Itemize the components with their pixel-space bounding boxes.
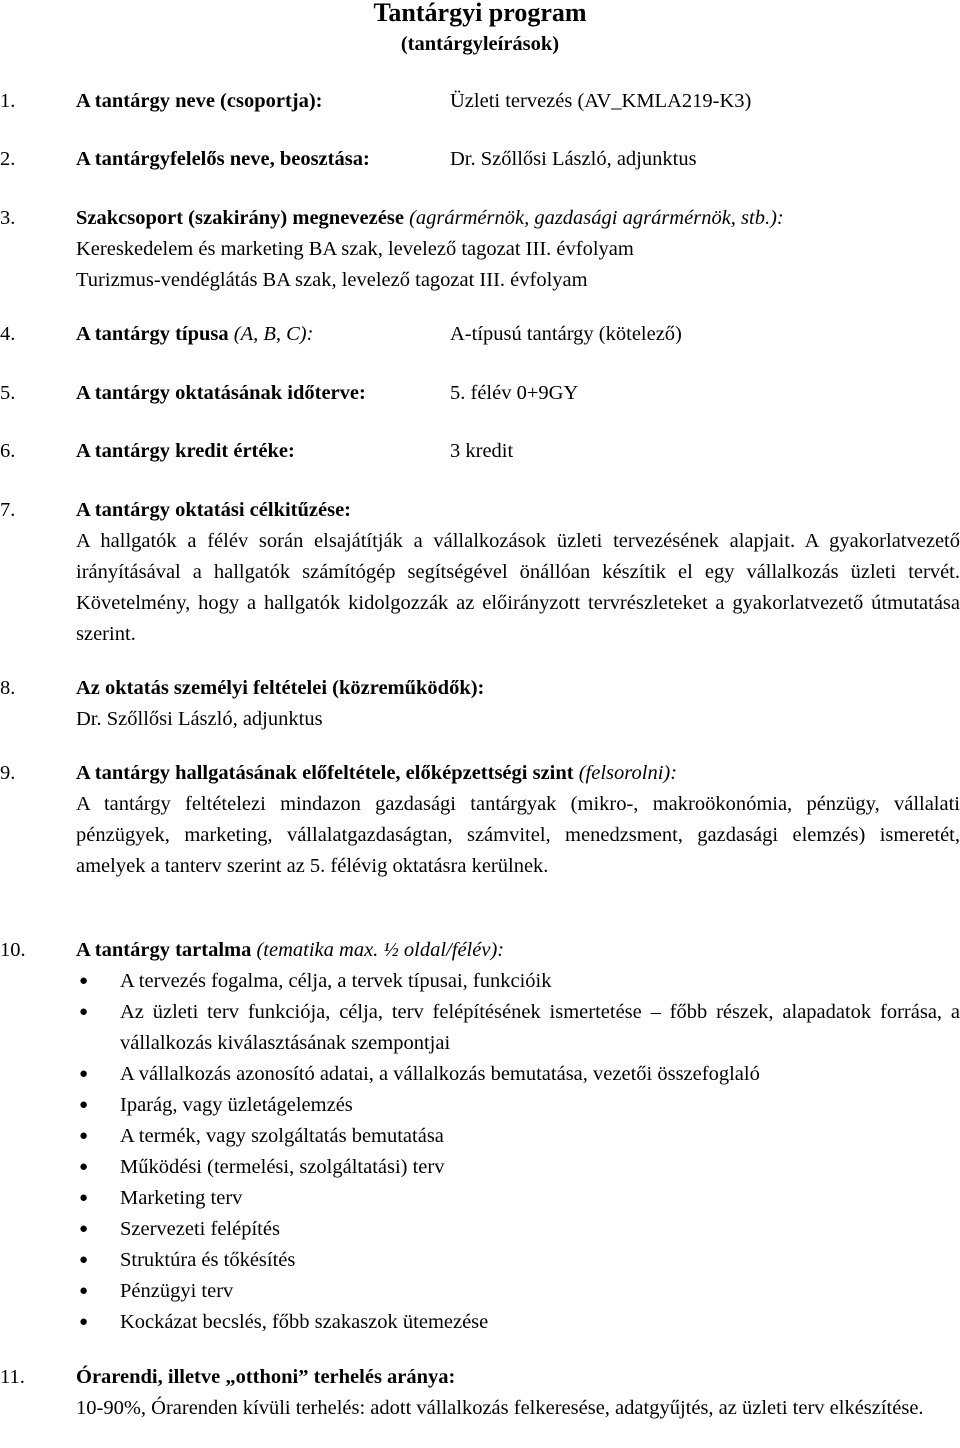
section-number: 7. [0,499,16,521]
prerequisite-text: A tantárgy feltételezi mindazon gazdasági tantárgyak (mikro-, makroökonómia, pénzügy, vállalati pénzügyek, marketing, vállalatgazdaságtan, számvitel, menedzsment, gazdasági elemzés) ismeretét, amelyek a tanterv szerint az 5. félévig oktatásra kerülnek. [76,793,960,877]
section-number: 10. [0,939,26,961]
staff-label: Az oktatás személyi feltételei (közreműködők): [76,677,485,699]
list-item: ● Kockázat becslés, főbb szakaszok ütemezése [76,1307,960,1338]
specialization-line: Turizmus-vendéglátás BA szak, levelező tagozat III. évfolyam [76,269,588,291]
list-item: ● Struktúra és tőkésítés [76,1245,960,1276]
credit-value: 3 kredit [450,440,514,462]
section-number: 8. [0,677,16,699]
course-type-label: A tantárgy típusa [76,323,229,345]
responsible-value: Dr. Szőllősi László, adjunktus [450,148,697,170]
document-subtitle: (tantárgyleírások) [400,33,560,55]
specialization-line: Kereskedelem és marketing BA szak, levelező tagozat III. évfolyam [76,238,634,260]
specialization-hint: (agrármérnök, gazdasági agrármérnök, stb.): [409,207,784,229]
document-title: Tantárgyi program [373,0,587,27]
section-2 [0,144,960,175]
objective-label: A tantárgy oktatási célkitűzése: [76,499,351,521]
course-type-value: A-típusú tantárgy (kötelező) [450,323,682,345]
objective-text: A hallgatók a félév során elsajátítják a vállalkozások üzleti tervezésének alapjait. A gyakorlatvezető irányításával a hallgatók számítógép segítségével önállóan készítik el egy vállalkozás üzleti tervét. Követelmény, hogy a hallgatók kidolgozzák az előirányzott tervrészleteket a gyakorlatvezető útmutatása szerint. [76,530,960,645]
section-9 [0,758,960,882]
list-item: ● A termék, vagy szolgáltatás bemutatása [76,1121,960,1152]
section-number: 6. [0,440,16,462]
section-number: 3. [0,207,16,229]
workload-text: 10-90%, Órarenden kívüli terhelés: adott vállalkozás felkeresése, adatgyűjtés, az üzleti terv elkészítése. [76,1397,924,1419]
list-item: ● Marketing terv [76,1183,960,1214]
specialization-label: Szakcsoport (szakirány) megnevezése [76,207,404,229]
list-item: ● A tervezés fogalma, célja, a tervek típusai, funkcióik [76,966,960,997]
content-hint: (tematika max. ½ oldal/félév): [256,939,505,961]
list-item: ● A vállalkozás azonosító adatai, a vállalkozás bemutatása, vezetői összefoglaló [76,1059,960,1090]
course-name-value: Üzleti tervezés (AV_KMLA219-K3) [450,90,752,112]
section-number: 5. [0,382,16,404]
list-item: ● Szervezeti felépítés [76,1214,960,1245]
workload-label: Órarendi, illetve „otthoni” terhelés aránya: [76,1366,456,1388]
section-number: 1. [0,90,16,112]
course-name-label: A tantárgy neve (csoportja): [76,90,323,112]
section-8 [0,673,960,735]
content-label-prefix: A tantárgy [76,939,170,961]
section-4 [0,319,960,350]
credit-label: A tantárgy kredit értéke: [76,440,295,462]
section-11 [0,1362,960,1424]
list-item: ● Pénzügyi terv [76,1276,960,1307]
list-item: ● Iparág, vagy üzletágelemzés [76,1090,960,1121]
section-3 [0,203,960,296]
list-item: ● Az üzleti terv funkciója, célja, terv felépítésének ismertetése – főbb részek, alapadatok forrása, a vállalkozás kiválasztásának szempontjai [76,997,960,1059]
section-number: 2. [0,148,16,170]
section-7 [0,495,960,650]
content-list [76,966,960,1338]
course-type-hint: (A, B, C): [233,323,314,345]
section-number: 11. [0,1366,25,1388]
section-1 [0,86,960,117]
section-5 [0,378,960,409]
prerequisite-label: A tantárgy hallgatásának előfeltétele, előképzettségi szint [76,762,574,784]
schedule-value: 5. félév 0+9GY [450,382,579,404]
section-10 [0,935,960,1338]
prerequisite-hint: (felsorolni): [578,762,678,784]
schedule-label: A tantárgy oktatásának időterve: [76,382,366,404]
section-6 [0,436,960,467]
content-label: tartalma [175,939,252,961]
list-item: ● Működési (termelési, szolgáltatási) terv [76,1152,960,1183]
section-number: 9. [0,762,16,784]
responsible-label: A tantárgyfelelős neve, beosztása: [76,148,370,170]
section-number: 4. [0,323,16,345]
staff-text: Dr. Szőllősi László, adjunktus [76,708,323,730]
